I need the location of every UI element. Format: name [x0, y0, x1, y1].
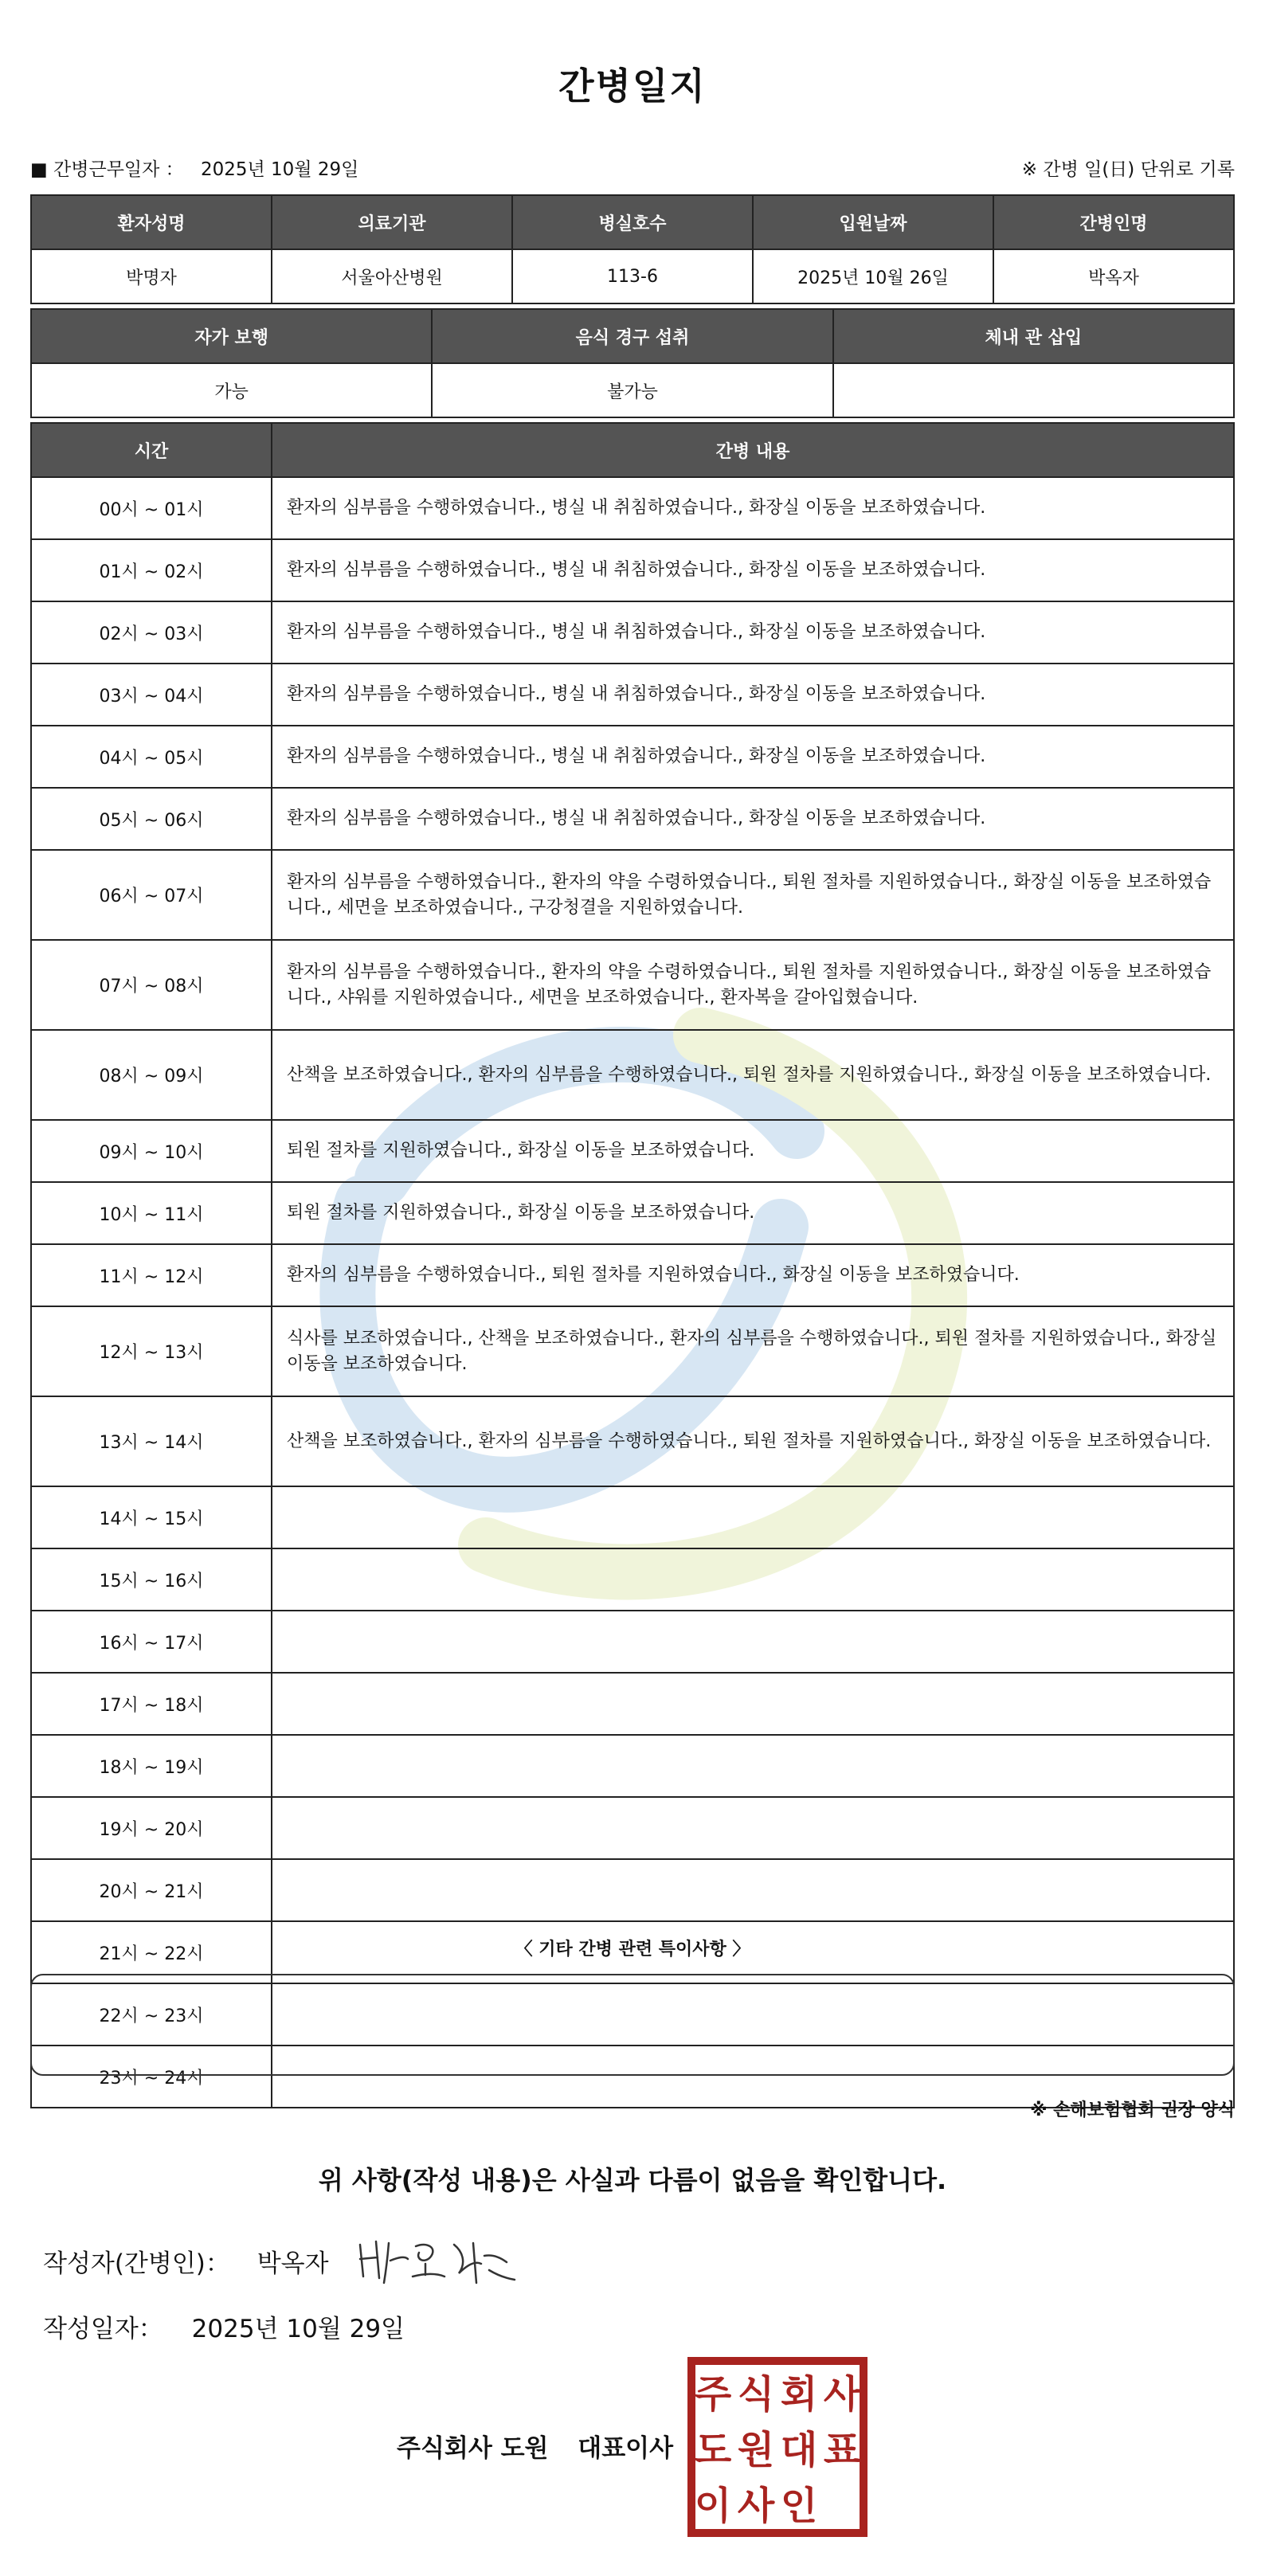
log-time: 19시 ~ 20시: [31, 1797, 272, 1859]
work-date-label: ■ 간병근무일자 ：: [30, 159, 184, 180]
log-time: 01시 ~ 02시: [31, 539, 272, 601]
writer-row: [43, 2243, 348, 2279]
hospital: 서울아산병원: [272, 249, 512, 303]
log-time: 14시 ~ 15시: [31, 1486, 272, 1548]
svg-text:회: 회: [780, 2372, 818, 2417]
patient-info-header-row: [31, 195, 1234, 249]
svg-text:원: 원: [737, 2428, 775, 2472]
log-row: [31, 1673, 1234, 1735]
log-content: 환자의 심부름을 수행하였습니다., 병실 내 취침하였습니다., 화장실 이동을 보조하였습니다.: [272, 601, 1234, 664]
log-content: 퇴원 절차를 지원하였습니다., 화장실 이동을 보조하였습니다.: [272, 1120, 1234, 1182]
page-title: 간병일지: [558, 65, 707, 108]
log-content: 환자의 심부름을 수행하였습니다., 병실 내 취침하였습니다., 화장실 이동을 보조하였습니다.: [272, 539, 1234, 601]
log-time: 10시 ~ 11시: [31, 1182, 272, 1244]
log-time: 09시 ~ 10시: [31, 1120, 272, 1182]
header-tube-insertion: 체내 관 삽입: [833, 309, 1234, 363]
log-row: [31, 1306, 1234, 1396]
patient-name: 박명자: [31, 249, 272, 303]
log-time: 17시 ~ 18시: [31, 1673, 272, 1735]
log-time: 04시 ~ 05시: [31, 726, 272, 788]
oral-intake: 불가능: [432, 363, 832, 417]
log-time: 02시 ~ 03시: [31, 601, 272, 664]
care-log-table: [30, 422, 1235, 2108]
log-row: [31, 1030, 1234, 1120]
company-row: [397, 2428, 694, 2464]
log-row: [31, 726, 1234, 788]
log-row: [31, 788, 1234, 850]
caregiver-name: 박옥자: [993, 249, 1234, 303]
log-row: [31, 1611, 1234, 1673]
patient-info-table: [30, 194, 1235, 304]
company-title: 대표이사: [578, 2434, 674, 2463]
log-content: [272, 1548, 1234, 1611]
svg-text:표: 표: [823, 2428, 861, 2472]
status-value-row: [31, 363, 1234, 417]
work-date-value: 2025년 10월 29일: [200, 159, 359, 180]
log-content: 환자의 심부름을 수행하였습니다., 병실 내 취침하였습니다., 화장실 이동을 보조하였습니다.: [272, 477, 1234, 539]
company-name: 주식회사 도원: [397, 2434, 549, 2463]
log-time: 06시 ~ 07시: [31, 850, 272, 940]
log-row: [31, 1797, 1234, 1859]
log-time: 05시 ~ 06시: [31, 788, 272, 850]
room-number: 113-6: [512, 249, 753, 303]
svg-text:주: 주: [694, 2372, 732, 2417]
log-row: [31, 539, 1234, 601]
written-date-row: [43, 2308, 425, 2344]
header-room: 병실호수: [512, 195, 753, 249]
log-time: 11시 ~ 12시: [31, 1244, 272, 1306]
log-row: [31, 477, 1234, 539]
status-table: [30, 308, 1235, 418]
format-note: ※ 손해보험협회 권장 양식: [1030, 2100, 1235, 2120]
svg-text:대: 대: [780, 2428, 818, 2472]
log-time: 15시 ~ 16시: [31, 1548, 272, 1611]
header-admission-date: 입원날짜: [753, 195, 993, 249]
log-time: 16시 ~ 17시: [31, 1611, 272, 1673]
log-row: [31, 1182, 1234, 1244]
log-time: 23시 ~ 24시: [31, 2046, 272, 2108]
header-care-content: 간병 내용: [272, 423, 1234, 477]
svg-text:사: 사: [737, 2484, 775, 2528]
confirm-statement: 위 사항(작성 내용)은 사실과 다름이 없음을 확인합니다.: [318, 2165, 947, 2195]
log-content: [272, 1486, 1234, 1548]
log-row: [31, 1244, 1234, 1306]
log-time: 12시 ~ 13시: [31, 1306, 272, 1396]
log-time: 03시 ~ 04시: [31, 664, 272, 726]
log-content: 산책을 보조하였습니다., 환자의 심부름을 수행하였습니다., 퇴원 절차를 지원하였습니다., 화장실 이동을 보조하였습니다.: [272, 1030, 1234, 1120]
svg-text:이: 이: [694, 2484, 732, 2528]
patient-info-value-row: [31, 249, 1234, 303]
log-row: [31, 1859, 1234, 1921]
log-content: 식사를 보조하였습니다., 산책을 보조하였습니다., 환자의 심부름을 수행하였습니다., 퇴원 절차를 지원하였습니다., 화장실 이동을 보조하였습니다.: [272, 1306, 1234, 1396]
log-content: [272, 1859, 1234, 1921]
signature-icon: [349, 2227, 524, 2299]
tube-insertion: [833, 363, 1234, 417]
svg-text:식: 식: [737, 2372, 775, 2417]
log-header-row: [31, 423, 1234, 477]
log-body: [31, 477, 1234, 2108]
log-row: [31, 1486, 1234, 1548]
log-row: [31, 664, 1234, 726]
log-content: 환자의 심부름을 수행하였습니다., 환자의 약을 수령하였습니다., 퇴원 절차를 지원하였습니다., 화장실 이동을 보조하였습니다., 세면을 보조하였습니다., 구강청결을 지원하였습니다.: [272, 850, 1234, 940]
work-date: [30, 155, 370, 181]
log-content: 환자의 심부름을 수행하였습니다., 병실 내 취침하였습니다., 화장실 이동을 보조하였습니다.: [272, 788, 1234, 850]
header-hospital: 의료기관: [272, 195, 512, 249]
svg-text:도: 도: [694, 2428, 732, 2472]
writer-name: 박옥자: [257, 2249, 329, 2278]
svg-text:인: 인: [780, 2484, 818, 2528]
svg-text:사: 사: [823, 2372, 861, 2417]
log-row: [31, 1735, 1234, 1797]
log-time: 18시 ~ 19시: [31, 1735, 272, 1797]
header-oral-intake: 음식 경구 섭취: [432, 309, 832, 363]
log-content: [272, 1735, 1234, 1797]
log-time: 13시 ~ 14시: [31, 1396, 272, 1486]
admission-date: 2025년 10월 26일: [753, 249, 993, 303]
log-time: 08시 ~ 09시: [31, 1030, 272, 1120]
log-content: 환자의 심부름을 수행하였습니다., 퇴원 절차를 지원하였습니다., 화장실 이동을 보조하였습니다.: [272, 1244, 1234, 1306]
log-time: 22시 ~ 23시: [31, 1983, 272, 2046]
status-header-row: [31, 309, 1234, 363]
writer-label: 작성자(간병인)：: [43, 2249, 230, 2278]
notes-title: 〈 기타 간병 관련 특이사항 〉: [515, 1940, 750, 1959]
meta-row: [30, 151, 1235, 183]
log-content: 환자의 심부름을 수행하였습니다., 병실 내 취침하였습니다., 화장실 이동을 보조하였습니다.: [272, 664, 1234, 726]
log-content: [272, 1611, 1234, 1673]
record-unit-note: ※ 간병 일(日) 단위로 기록: [1021, 159, 1235, 180]
log-time: 21시 ~ 22시: [31, 1921, 272, 1983]
log-time: 20시 ~ 21시: [31, 1859, 272, 1921]
log-row: [31, 1548, 1234, 1611]
log-row: [31, 940, 1234, 1030]
log-content: 환자의 심부름을 수행하였습니다., 병실 내 취침하였습니다., 화장실 이동을 보조하였습니다.: [272, 726, 1234, 788]
company-seal-icon: [687, 2356, 868, 2538]
header-caregiver-name: 간병인명: [993, 195, 1234, 249]
log-row: [31, 850, 1234, 940]
log-row: [31, 1120, 1234, 1182]
log-row: [31, 1396, 1234, 1486]
log-time: 07시 ~ 08시: [31, 940, 272, 1030]
log-content: 퇴원 절차를 지원하였습니다., 화장실 이동을 보조하였습니다.: [272, 1182, 1234, 1244]
written-date-label: 작성일자：: [43, 2315, 163, 2343]
self-walking: 가능: [31, 363, 432, 417]
log-row: [31, 601, 1234, 664]
log-time: 00시 ~ 01시: [31, 477, 272, 539]
log-content: 산책을 보조하였습니다., 환자의 심부름을 수행하였습니다., 퇴원 절차를 지원하였습니다., 화장실 이동을 보조하였습니다.: [272, 1396, 1234, 1486]
header-self-walking: 자가 보행: [31, 309, 432, 363]
notes-box: [30, 1974, 1235, 2076]
header-patient-name: 환자성명: [31, 195, 272, 249]
written-date-value: 2025년 10월 29일: [191, 2315, 405, 2343]
log-content: [272, 1673, 1234, 1735]
header-time: 시간: [31, 423, 272, 477]
log-content: 환자의 심부름을 수행하였습니다., 환자의 약을 수령하였습니다., 퇴원 절차를 지원하였습니다., 화장실 이동을 보조하였습니다., 샤워를 지원하였습니다., 세면을 보조하였습니다., 환자복을 갈아입혔습니다.: [272, 940, 1234, 1030]
log-content: [272, 1797, 1234, 1859]
